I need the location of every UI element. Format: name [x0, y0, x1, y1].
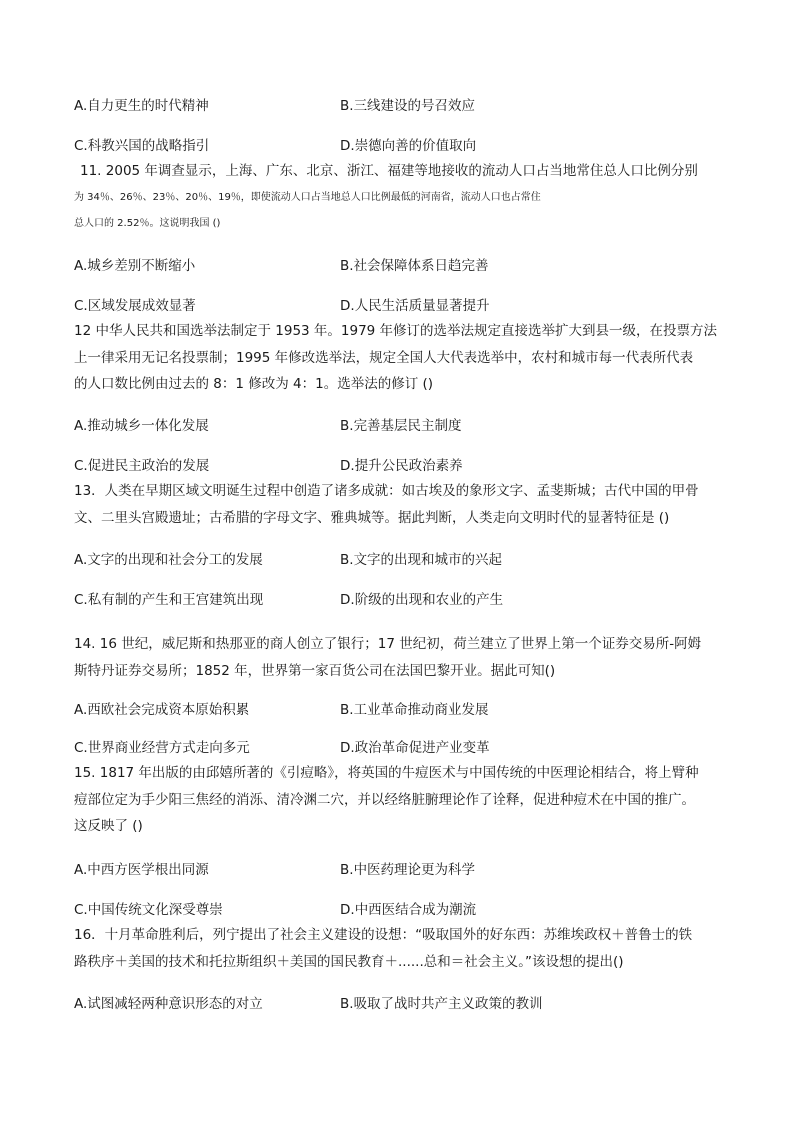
q16-line: 16．十月革命胜利后，列宁提出了社会主义建设的设想：“吸取国外的好东西：苏维埃政权＋普鲁士的铁 [74, 927, 693, 943]
q10-option-a: A.自力更生的时代精神 [74, 98, 209, 114]
q14-line: 斯特丹证券交易所；1852 年，世界第一家百货公司在法国巴黎开业。据此可知() [74, 662, 556, 679]
q10-option-c: C.科教兴国的战略指引 [74, 138, 210, 154]
q14-option-c: C.世界商业经营方式走向多元 [74, 740, 250, 756]
q13-option-b: B.文字的出现和城市的兴起 [340, 552, 503, 568]
q14-stem [74, 631, 724, 684]
q14-line: 14. 16 世纪，威尼斯和热那亚的商人创立了银行；17 世纪初，荷兰建立了世界上第一个证券交易所-阿姆 [74, 636, 702, 652]
q13-line: 文、二里头宫殿遗址；古希腊的字母文字、雅典城等。据此判断，人类走向文明时代的显著特征是 () [74, 509, 670, 526]
q14-option-b: B.工业革命推动商业发展 [340, 702, 489, 718]
q16-line: 路秩序＋美国的技术和托拉斯组织＋美国的国民教育＋......总和＝社会主义。”该设想的提出() [74, 953, 624, 970]
q15-option-a: A.中西方医学根出同源 [74, 862, 209, 878]
q12-option-d: D.提升公民政治素养 [340, 458, 463, 474]
q12-line: 的人口数比例由过去的 8：1 修改为 4：1。选举法的修订 () [74, 376, 434, 392]
q11-line: 总人口的 2.52％。这说明我国 () [74, 218, 221, 229]
q15-option-b: B.中医药理论更为科学 [340, 862, 476, 878]
q12-option-c: C.促进民主政治的发展 [74, 458, 210, 474]
q12-option-a: A.推动城乡一体化发展 [74, 418, 209, 434]
q15-option-c: C.中国传统文化深受尊崇 [74, 902, 223, 918]
q14-option-a: A.西欧社会完成资本原始积累 [74, 702, 250, 718]
q16-stem [74, 922, 724, 975]
q13-stem [74, 478, 724, 531]
q10-option-d: D.崇德向善的价值取向 [340, 138, 477, 154]
q12-line: 上一律采用无记名投票制；1995 年修改选举法，规定全国人大代表选举中，农村和城市每一代表所代表 [74, 349, 694, 366]
q11-line: 为 34％、26％、23％、20％、19％，即使流动人口占当地总人口比例最低的河南省，流动人口也占常住 [74, 191, 541, 203]
q13-line: 13．人类在早期区域文明诞生过程中创造了诸多成就：如古埃及的象形文字、孟斐斯城；古代中国的甲骨 [74, 483, 699, 499]
q10-option-b: B.三线建设的号召效应 [340, 98, 476, 114]
q13-option-d: D.阶级的出现和农业的产生 [340, 592, 504, 608]
q12-line: 12 中华人民共和国选举法制定于 1953 年。1979 年修订的选举法规定直接选举扩大到县一级，在投票方法 [74, 323, 718, 339]
q13-option-c: C.私有制的产生和王宫建筑出现 [74, 592, 264, 608]
q15-line: 痘部位定为手少阳三焦经的消泺、清冷渊二穴，并以经络脏腑理论作了诠释，促进种痘术在中国的推广。 [74, 791, 695, 808]
q12-stem [74, 318, 724, 398]
q11-option-c: C.区域发展成效显著 [74, 298, 196, 314]
q16-option-a: A.试图减轻两种意识形态的对立 [74, 996, 263, 1012]
q14-option-d: D.政治革命促进产业变革 [340, 740, 490, 756]
q11-line: 11. 2005 年调查显示，上海、广东、北京、浙江、福建等地接收的流动人口占当地常住总人口比例分别 [80, 163, 698, 179]
q15-option-d: D.中西医结合成为潮流 [340, 902, 477, 918]
q15-line: 这反映了 () [74, 818, 143, 834]
q11-option-a: A.城乡差别不断缩小 [74, 258, 196, 274]
q15-line: 15. 1817 年出版的由邱嬉所著的《引痘略》，将英国的牛痘医术与中国传统的中医理论相结合，将上臂种 [74, 765, 699, 781]
q11-option-b: B.社会保障体系日趋完善 [340, 258, 489, 274]
q13-option-a: A.文字的出现和社会分工的发展 [74, 552, 263, 568]
q11-option-d: D.人民生活质量显著提升 [340, 298, 490, 314]
q12-option-b: B.完善基层民主制度 [340, 418, 462, 434]
q15-stem [74, 760, 724, 840]
q11-stem [74, 158, 730, 238]
q16-option-b: B.吸取了战时共产主义政策的教训 [340, 996, 543, 1012]
